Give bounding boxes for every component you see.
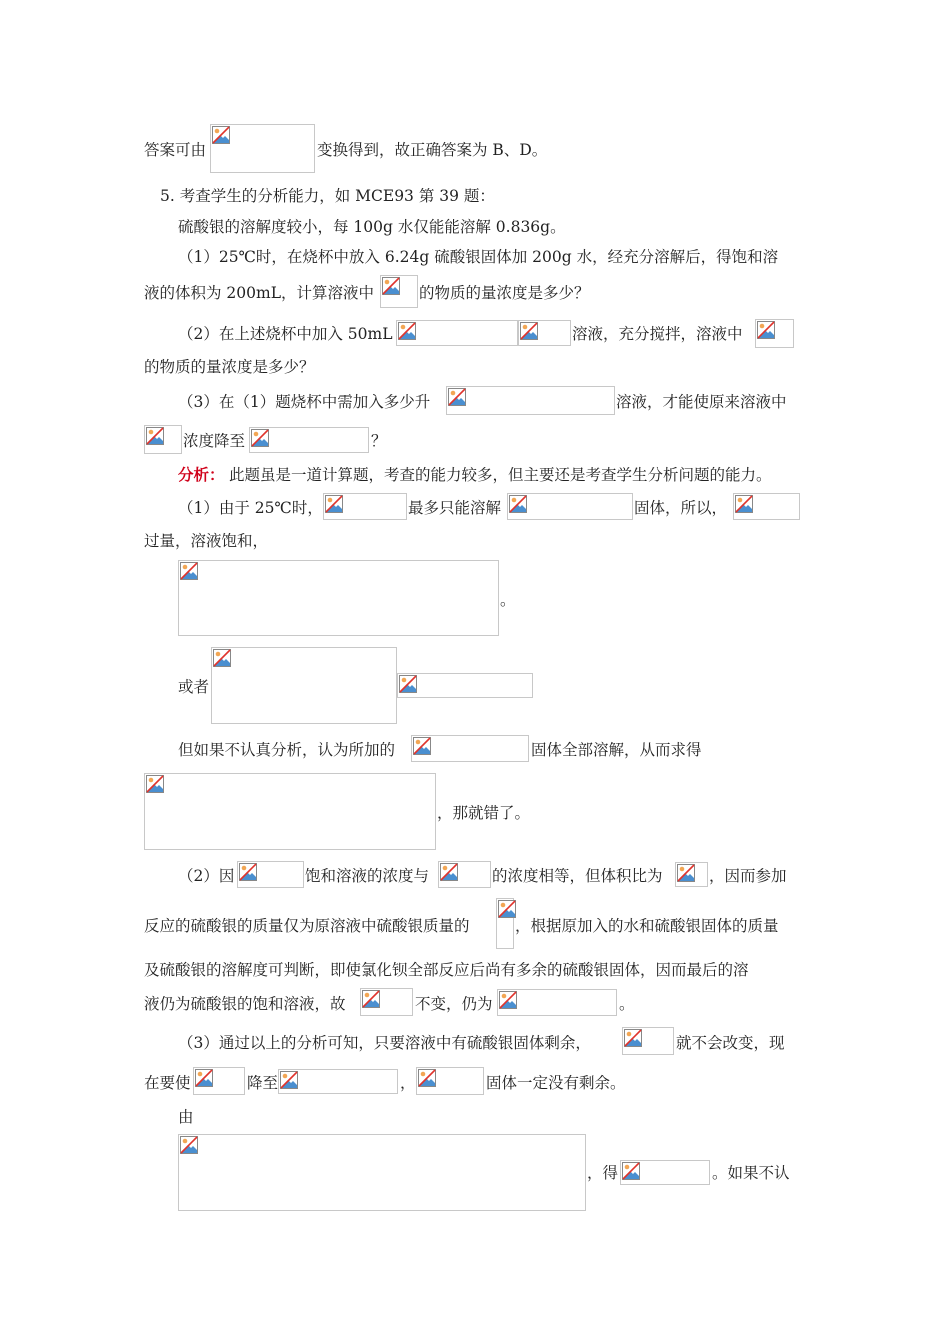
broken-image-icon <box>239 863 257 881</box>
formula-image <box>507 493 633 520</box>
formula-image <box>360 988 413 1016</box>
text-q1-line1: （1）25℃时，在烧杯中放入 6.24g 硫酸银固体加 200g 水，经充分溶解后，得饱和溶 <box>178 248 779 266</box>
formula-image <box>446 386 615 415</box>
formula-image <box>178 560 499 636</box>
text-a1-a: （1）由于 25℃时， <box>178 499 323 517</box>
text-wrong: ，那就错了。 <box>437 804 531 822</box>
text-a3-f: 固体一定没有剩余。 <box>486 1074 626 1092</box>
text-a3-e: ， <box>400 1074 416 1092</box>
formula-image <box>323 493 407 520</box>
broken-image-icon <box>418 1069 436 1087</box>
text-period: 。 <box>500 591 516 609</box>
broken-image-icon <box>251 429 269 447</box>
broken-image-icon <box>213 649 231 667</box>
broken-image-icon <box>382 277 400 295</box>
formula-image <box>733 493 800 520</box>
text-a2-e: 反应的硫酸银的质量仅为原溶液中硫酸银质量的 <box>144 917 470 935</box>
formula-image <box>497 989 617 1016</box>
formula-image <box>755 319 794 348</box>
text-a3-c: 在要使 <box>144 1074 191 1092</box>
text-solubility: 硫酸银的溶解度较小，每 100g 水仅能能溶解 0.836g。 <box>178 218 566 236</box>
broken-image-icon <box>413 737 431 755</box>
text-a2-d: ，因而参加 <box>709 867 787 885</box>
text-q3-d: ？ <box>371 432 387 450</box>
formula-image <box>380 275 418 308</box>
text-a3-h: ，得 <box>587 1164 619 1182</box>
text-a1-f: 固体全部溶解，从而求得 <box>531 741 702 759</box>
text-q1-line2a: 液的体积为 200mL，计算溶液中 <box>144 284 375 302</box>
broken-image-icon <box>448 388 466 406</box>
text-a1-d: 过量，溶液饱和， <box>144 532 269 550</box>
text-answer-from: 答案可由 <box>144 141 207 159</box>
formula-image <box>193 1067 245 1095</box>
text-a2-c: 的浓度相等，但体积比为 <box>492 867 663 885</box>
formula-image <box>496 898 514 949</box>
formula-image <box>278 1069 398 1094</box>
text-a3-g: 由 <box>178 1108 194 1126</box>
text-a2-b: 饱和溶液的浓度与 <box>305 867 430 885</box>
formula-image <box>144 773 436 850</box>
formula-image <box>622 1027 674 1055</box>
broken-image-icon <box>735 495 753 513</box>
broken-image-icon <box>146 427 164 445</box>
text-a1-c: 固体，所以， <box>634 499 728 517</box>
broken-image-icon <box>146 775 164 793</box>
text-analysis: 此题虽是一道计算题，考查的能力较多，但主要还是考查学生分析问题的能力。 <box>229 466 772 484</box>
broken-image-icon <box>212 126 230 144</box>
text-a2-j: 。 <box>619 995 635 1013</box>
broken-image-icon <box>280 1071 298 1089</box>
formula-image <box>620 1160 710 1185</box>
text-a2-h: 液仍为硫酸银的饱和溶液，故 <box>144 995 346 1013</box>
text-q2-b: 溶液，充分搅拌，溶液中 <box>572 325 743 343</box>
formula-image <box>518 320 571 346</box>
formula-image <box>416 1067 484 1095</box>
text-a1-e: 但如果不认真分析，认为所加的 <box>178 741 396 759</box>
broken-image-icon <box>499 991 517 1009</box>
text-a3-i: 。如果不认 <box>712 1164 790 1182</box>
broken-image-icon <box>440 863 458 881</box>
broken-image-icon <box>398 322 416 340</box>
text-q3-c: 浓度降至 <box>183 432 246 450</box>
formula-image <box>397 673 533 698</box>
formula-image <box>144 425 182 454</box>
text-q2-a: （2）在上述烧杯中加入 50mL <box>178 325 393 343</box>
formula-image <box>675 862 708 887</box>
formula-image <box>237 861 304 888</box>
text-a3-b: 就不会改变，现 <box>676 1034 785 1052</box>
text-answer-bd: 变换得到，故正确答案为 B、D。 <box>317 141 548 159</box>
formula-image <box>396 320 518 346</box>
broken-image-icon <box>520 322 538 340</box>
formula-image <box>211 647 397 724</box>
broken-image-icon <box>195 1069 213 1087</box>
formula-image <box>411 735 529 762</box>
broken-image-icon <box>677 864 695 882</box>
text-a2-a: （2）因 <box>178 867 235 885</box>
broken-image-icon <box>180 562 198 580</box>
formula-image <box>178 1134 586 1211</box>
broken-image-icon <box>362 990 380 1008</box>
broken-image-icon <box>498 900 516 918</box>
formula-image <box>249 427 369 453</box>
broken-image-icon <box>325 495 343 513</box>
broken-image-icon <box>509 495 527 513</box>
text-q2-c: 的物质的量浓度是多少？ <box>144 358 315 376</box>
text-a3-d: 降至 <box>247 1074 279 1092</box>
analysis-label: 分析： <box>178 465 225 484</box>
text-q3-b: 溶液，才能使原来溶液中 <box>616 393 787 411</box>
text-a3-a: （3）通过以上的分析可知，只要溶液中有硫酸银固体剩余， <box>178 1034 591 1052</box>
text-or: 或者 <box>178 678 210 696</box>
broken-image-icon <box>624 1029 642 1047</box>
formula-image <box>210 124 315 173</box>
text-a2-f: ，根据原加入的水和硫酸银固体的质量 <box>515 917 779 935</box>
broken-image-icon <box>399 675 417 693</box>
broken-image-icon <box>622 1162 640 1180</box>
text-a2-i: 不变，仍为 <box>415 995 493 1013</box>
broken-image-icon <box>757 321 775 339</box>
broken-image-icon <box>180 1136 198 1154</box>
text-a1-b: 最多只能溶解 <box>408 499 502 517</box>
text-q3-a: （3）在（1）题烧杯中需加入多少升 <box>178 393 431 411</box>
text-q1-line2b: 的物质的量浓度是多少？ <box>419 284 590 302</box>
question-heading: 5. 考查学生的分析能力，如 MCE93 第 39 题： <box>160 187 495 205</box>
formula-image <box>438 861 491 888</box>
text-a2-g: 及硫酸银的溶解度可判断，即使氯化钡全部反应后尚有多余的硫酸银固体，因而最后的溶 <box>144 961 749 979</box>
